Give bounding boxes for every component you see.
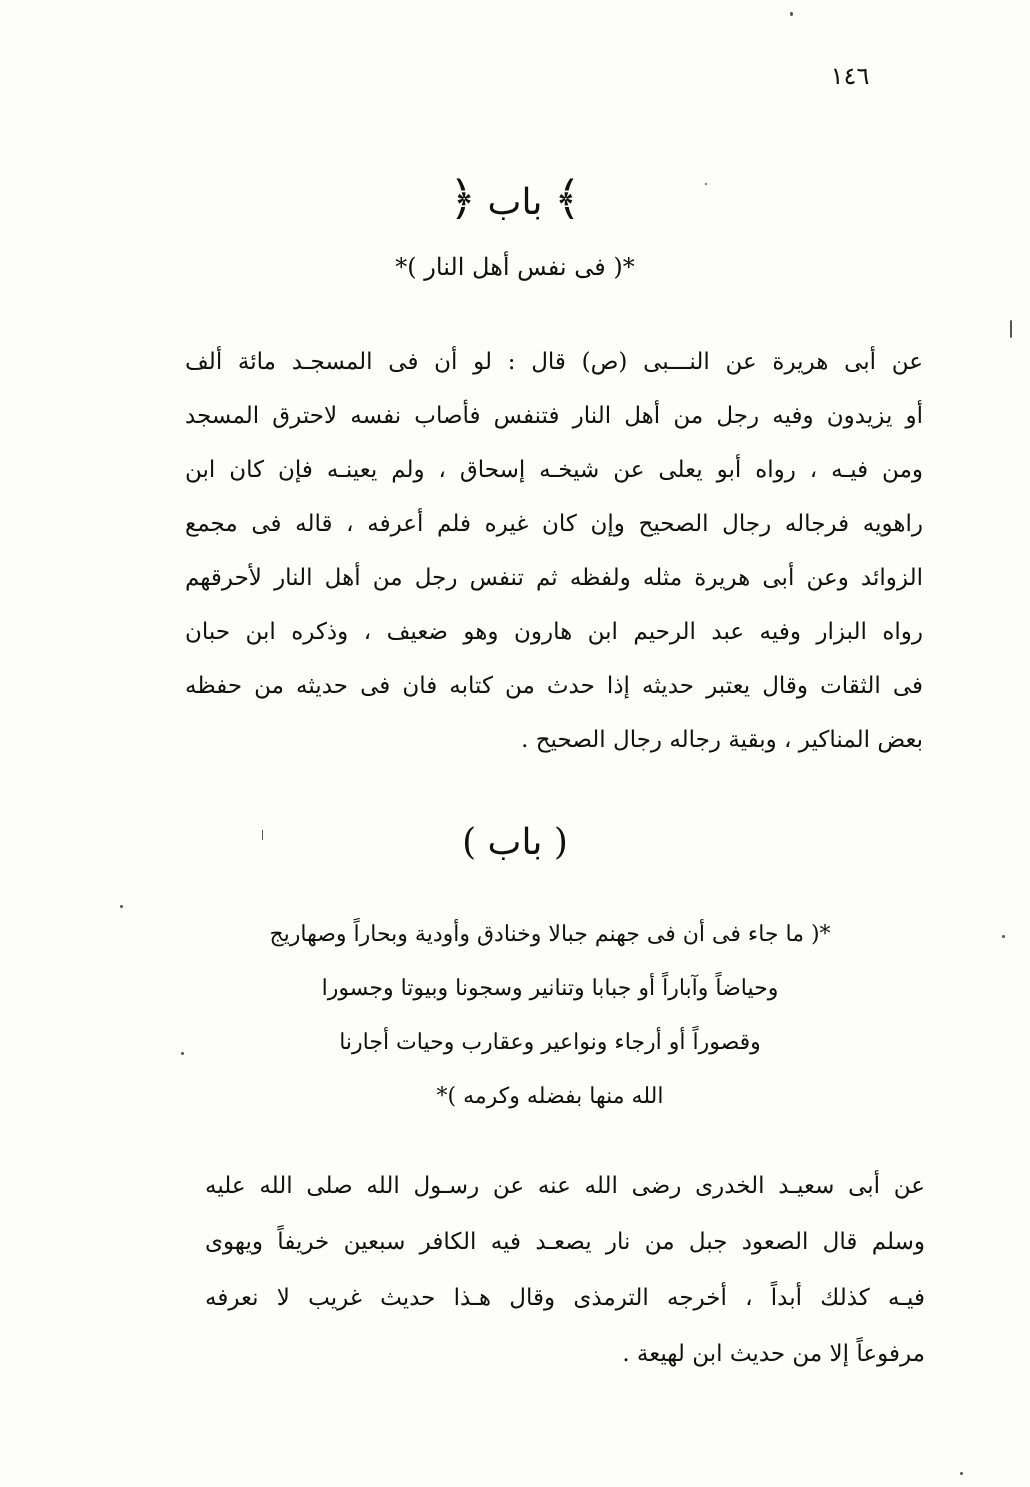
subtitle-line: *( ما جاء فى أن فى جهنم جبالا وخنادق وأودية وبحاراً وصهاريج <box>269 922 831 947</box>
ornate-bracket-left: ﴿ <box>449 171 477 225</box>
paragraph-line: فى الثقات وقال يعتبر حديثه إذا حدث من كتابه فان فى حديثه من حفظه <box>185 673 923 699</box>
subtitle-line: الله منها بفضله وكرمه )* <box>436 1084 664 1109</box>
section-2-subtitle <box>180 908 920 1124</box>
section-1-subtitle: *( فى نفس أهل النار )* <box>395 253 635 281</box>
paragraph-line: وسلم قال الصعود جبل من نار يصعـد فيه الكافر سبعين خريفاً ويهوى <box>205 1229 925 1255</box>
scan-speck <box>790 12 793 16</box>
scan-speck <box>120 905 123 908</box>
subtitle-line: وحياضاً وآباراً أو جبابا وتنانير وسجونا وبيوتا وجسورا <box>321 976 779 1001</box>
paragraph-line: بعض المناكير ، وبقية رجاله رجال الصحيح . <box>521 727 923 753</box>
paragraph-line: راهويه فرجاله رجال الصحيح وإن كان غيره فلم أعرفه ، قاله فى مجمع <box>185 511 923 537</box>
section-1-heading <box>0 171 1030 225</box>
section-1-heading-text: باب <box>487 182 543 223</box>
scan-speck <box>1002 935 1005 938</box>
paragraph-line: الزوائد وعن أبى هريرة مثله ولفظه ثم تنفس رجل من أهل النار لأحرقهم <box>185 565 923 591</box>
page-number: ١٤٦ <box>830 62 870 90</box>
paragraph-line: مرفوعاً إلا من حديث ابن لهيعة . <box>622 1341 925 1367</box>
ornate-bracket-right: ﴾ <box>553 171 581 225</box>
paragraph-line: عن أبى سعيـد الخدرى رضى الله عنه عن رسـول الله صلى الله عليه <box>205 1173 925 1199</box>
paragraph-line: رواه البزار وفيه عبد الرحيم ابن هارون وهو ضعيف ، وذكره ابن حبان <box>185 619 923 645</box>
scan-speck <box>960 1472 963 1475</box>
paragraph-line: أو يزيدون وفيه رجل من أهل النار فتنفس فأصاب نفسه لاحترق المسجد <box>185 403 923 429</box>
section-2-heading: ( باب ) <box>462 822 568 863</box>
scan-speck <box>1010 320 1012 338</box>
subtitle-line: وقصوراً أو أرجاء ونواعير وعقارب وحيات أجارنا <box>339 1030 761 1055</box>
paragraph-line: عن أبى هريرة عن النـــبى (ص) قال : لو أن فى المسجـد مائة ألف <box>185 349 923 375</box>
paragraph-line: ومن فيـه ، رواه أبو يعلى عن شيخـه إسحاق ، ولم يعينـه فإن كان ابن <box>185 457 923 483</box>
section-2-paragraph <box>205 1158 925 1382</box>
paragraph-line: فيـه كذلك أبداً ، أخرجه الترمذى وقال هـذا حديث غريب لا نعرفه <box>205 1285 925 1311</box>
section-1-paragraph <box>185 335 923 767</box>
